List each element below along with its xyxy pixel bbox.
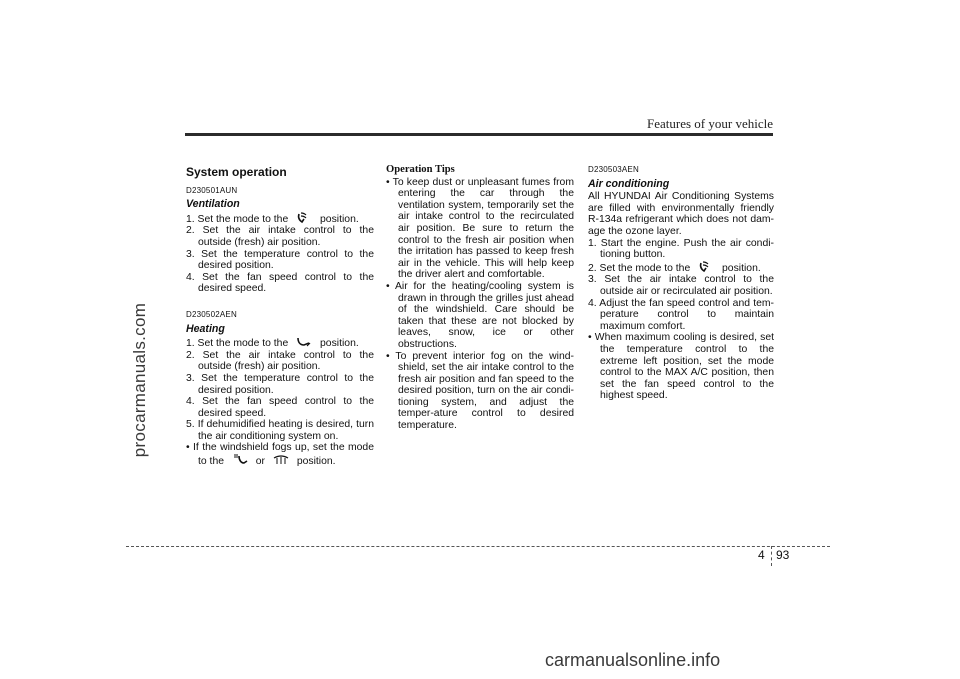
operation-tips-heading: Operation Tips bbox=[386, 164, 455, 175]
page-number: 93 bbox=[776, 548, 790, 562]
defrost-mode-icon bbox=[272, 454, 290, 466]
air-conditioning-intro: All HYUNDAI Air Conditioning Systems are filled with environmentally friendly R-134a refrigerant which does not dam-age the ozone layer. bbox=[588, 191, 774, 237]
face-vent-mode-icon bbox=[295, 212, 313, 224]
footer-divider bbox=[771, 546, 772, 566]
bullet-text: position. bbox=[296, 456, 336, 468]
air-conditioning-code: D230503AEN bbox=[588, 165, 639, 174]
list-item bbox=[588, 261, 774, 275]
heating-heading: Heating bbox=[186, 322, 225, 335]
list-item: 2. Set the air intake control to the outside (fresh) air position. bbox=[186, 349, 374, 373]
list-item: 3. Set the air intake control to the outside air or recirculated air position. bbox=[588, 274, 774, 297]
list-item: 4. Adjust the fan speed control and tem-perature control to maintain maximum comfort. bbox=[588, 297, 774, 332]
step-text: 1. Set the mode to the bbox=[186, 338, 289, 350]
face-vent-mode-icon bbox=[697, 261, 715, 273]
column-left bbox=[186, 164, 374, 468]
floor-mode-icon bbox=[295, 336, 313, 348]
list-item: 3. Set the temperature control to the desired position. bbox=[186, 372, 374, 396]
header-rule bbox=[185, 133, 773, 136]
ventilation-code: D230501AUN bbox=[186, 185, 238, 195]
column-right bbox=[588, 164, 774, 402]
operation-tips-list bbox=[386, 177, 574, 432]
step-text: position. bbox=[320, 338, 359, 350]
ventilation-steps bbox=[186, 212, 374, 295]
list-item: 2. Set the air intake control to the outside (fresh) air position. bbox=[186, 225, 374, 248]
heating-steps bbox=[186, 336, 374, 468]
list-item bbox=[186, 442, 374, 467]
list-item: 1. Start the engine. Push the air condi-tioning button. bbox=[588, 237, 774, 261]
heating-code: D230502AEN bbox=[186, 309, 237, 319]
side-watermark: procarmanuals.com bbox=[130, 302, 149, 458]
page-header-title: Features of your vehicle bbox=[647, 116, 773, 131]
step-text: 2. Set the mode to the bbox=[588, 262, 691, 274]
air-conditioning-steps bbox=[588, 238, 774, 402]
footer-rule bbox=[126, 546, 830, 547]
chapter-number: 4 bbox=[758, 548, 765, 562]
ventilation-heading: Ventilation bbox=[186, 198, 240, 211]
floor-defrost-mode-icon bbox=[231, 454, 249, 466]
list-item bbox=[186, 212, 374, 226]
list-item: • When maximum cooling is desired, set the temperature control to the extreme left position, set the mode control to the MAX A/C position, then set the fan speed control to the highest speed. bbox=[588, 332, 774, 402]
section-title: System operation bbox=[186, 165, 287, 179]
list-item bbox=[186, 336, 374, 350]
air-conditioning-heading: Air conditioning bbox=[588, 177, 670, 190]
bullet-text: or bbox=[255, 456, 266, 468]
list-item: • To prevent interior fog on the wind-shield, set the air intake control to the fresh air position and fan speed to the desired position, turn on the air condi-tioning system, and adjust the temper-ature control to desired temperature. bbox=[386, 350, 574, 432]
bullet-text: • If the windshield fogs up, set the mode to the bbox=[186, 442, 374, 468]
list-item: 5. If dehumidified heating is desired, turn the air conditioning system on. bbox=[186, 419, 374, 442]
list-item: 4. Set the fan speed control to the desired speed. bbox=[186, 396, 374, 419]
step-text: 1. Set the mode to the bbox=[186, 213, 289, 225]
bottom-watermark: carmanualsonline.info bbox=[545, 650, 721, 670]
list-item: • Air for the heating/cooling system is drawn in through the grilles just ahead of the windshield. Care should be taken that these are not blocked by leaves, snow, ice or other obstructions. bbox=[386, 280, 574, 350]
list-item: 4. Set the fan speed control to the desired speed. bbox=[186, 271, 374, 295]
list-item: 3. Set the temperature control to the desired position. bbox=[186, 248, 374, 272]
step-text: position. bbox=[320, 213, 359, 225]
step-text: position. bbox=[722, 262, 761, 274]
list-item: • To keep dust or unpleasant fumes from entering the car through the ventilation system, temporarily set the air intake control to the recirculated air position. Be sure to return the control to the fresh air position when the irritation has passed to keep fresh air in the vehicle. This will help keep the driver alert and comfortable. bbox=[386, 176, 574, 281]
column-middle bbox=[386, 164, 574, 432]
